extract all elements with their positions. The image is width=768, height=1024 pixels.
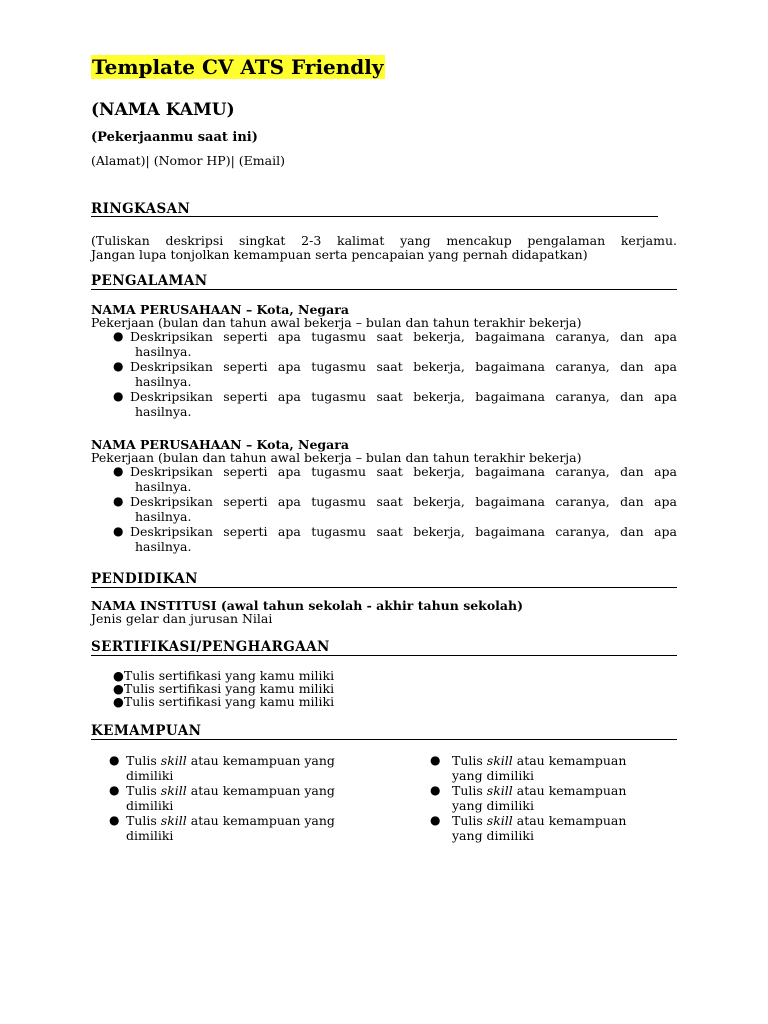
experience-bullet	[113, 389, 677, 419]
bullet-icon: ●	[109, 813, 120, 827]
skill-emphasis: skill	[160, 753, 187, 768]
experience-bullet	[113, 329, 677, 359]
education-heading: PENDIDIKAN	[91, 571, 198, 587]
skill-emphasis: skill	[486, 753, 513, 768]
bullet-text: hasilnya.	[135, 404, 192, 419]
bullet-text: Deskripsikan seperti apa tugasmu saat bekerja, bagaimana caranya, dan apa	[130, 359, 677, 374]
skill-text: atau kemampuan	[512, 753, 627, 768]
summary-line: Jangan lupa tonjolkan kemampuan serta pencapaian yang pernah didapatkan)	[91, 246, 588, 262]
document-title: Template CV ATS Friendly	[92, 55, 384, 79]
skill-text: Tulis	[452, 783, 487, 798]
skill-text: Tulis	[126, 813, 161, 828]
skill-text: atau kemampuan	[512, 783, 627, 798]
company-name: NAMA PERUSAHAAN – Kota, Negara	[91, 302, 349, 317]
bullet-text: Deskripsikan seperti apa tugasmu saat bekerja, bagaimana caranya, dan apa	[130, 464, 677, 479]
certification-item	[113, 695, 334, 708]
bullet-icon: ●	[430, 753, 441, 767]
job-period: Pekerjaan (bulan dan tahun awal bekerja – bulan dan tahun terakhir bekerja)	[91, 450, 582, 465]
certifications-heading: SERTIFIKASI/PENGHARGAAN	[91, 639, 330, 655]
skill-text: yang dimiliki	[452, 798, 534, 813]
education-divider	[91, 587, 677, 588]
certification-text: Tulis sertifikasi yang kamu miliki	[123, 681, 335, 696]
certification-text: Tulis sertifikasi yang kamu miliki	[123, 668, 335, 683]
skill-text: dimiliki	[126, 798, 174, 813]
experience-bullet	[113, 359, 677, 389]
experience-bullet	[113, 494, 677, 524]
bullet-icon: ●	[113, 359, 124, 373]
bullet-icon: ●	[113, 464, 124, 478]
bullet-text: hasilnya.	[135, 509, 192, 524]
skill-emphasis: skill	[160, 783, 187, 798]
skill-text: yang dimiliki	[452, 828, 534, 843]
bullet-icon: ●	[109, 753, 120, 767]
bullet-text: Deskripsikan seperti apa tugasmu saat bekerja, bagaimana caranya, dan apa	[130, 524, 677, 539]
bullet-icon: ●	[113, 389, 124, 403]
skill-emphasis: skill	[160, 813, 187, 828]
bullet-text: hasilnya.	[135, 539, 192, 554]
bullet-icon: ●	[113, 694, 124, 709]
bullet-icon: ●	[109, 783, 120, 797]
bullet-icon: ●	[430, 783, 441, 797]
skill-text: Tulis	[126, 753, 161, 768]
bullet-icon: ●	[430, 813, 441, 827]
skills-heading: KEMAMPUAN	[91, 723, 202, 739]
current-job: (Pekerjaanmu saat ini)	[91, 130, 258, 145]
skill-text: atau kemampuan yang	[186, 783, 335, 798]
skill-text: Tulis	[452, 753, 487, 768]
certification-text: Tulis sertifikasi yang kamu miliki	[123, 694, 335, 709]
skill-emphasis: skill	[486, 813, 513, 828]
bullet-text: hasilnya.	[135, 344, 192, 359]
contact-info: (Alamat)| (Nomor HP)| (Email)	[91, 153, 285, 168]
summary-divider	[91, 216, 658, 217]
skills-divider	[91, 739, 677, 740]
skill-text: atau kemampuan yang	[186, 753, 335, 768]
skill-text: yang dimiliki	[452, 768, 534, 783]
bullet-icon: ●	[113, 524, 124, 538]
skill-text: atau kemampuan	[512, 813, 627, 828]
bullet-icon: ●	[113, 681, 124, 696]
company-name: NAMA PERUSAHAAN – Kota, Negara	[91, 437, 349, 452]
bullet-text: hasilnya.	[135, 374, 192, 389]
bullet-text: Deskripsikan seperti apa tugasmu saat bekerja, bagaimana caranya, dan apa	[130, 494, 677, 509]
skill-text: Tulis	[126, 783, 161, 798]
skill-text: atau kemampuan yang	[186, 813, 335, 828]
skill-text: Tulis	[452, 813, 487, 828]
institution-name: NAMA INSTITUSI (awal tahun sekolah - akhir tahun sekolah)	[91, 598, 524, 613]
skill-emphasis: skill	[486, 783, 513, 798]
experience-heading: PENGALAMAN	[91, 273, 208, 289]
skill-text: dimiliki	[126, 768, 174, 783]
skill-text: dimiliki	[126, 828, 174, 843]
job-period: Pekerjaan (bulan dan tahun awal bekerja – bulan dan tahun terakhir bekerja)	[91, 315, 582, 330]
bullet-text: hasilnya.	[135, 479, 192, 494]
certifications-divider	[91, 655, 677, 656]
summary-heading: RINGKASAN	[91, 201, 191, 217]
degree-info: Jenis gelar dan jurusan Nilai	[91, 611, 273, 626]
bullet-text: Deskripsikan seperti apa tugasmu saat bekerja, bagaimana caranya, dan apa	[130, 329, 677, 344]
summary-text	[91, 234, 677, 261]
experience-bullet	[113, 524, 677, 554]
bullet-icon: ●	[113, 494, 124, 508]
experience-divider	[91, 289, 677, 290]
bullet-icon: ●	[113, 668, 124, 683]
candidate-name: (NAMA KAMU)	[91, 100, 235, 120]
bullet-text: Deskripsikan seperti apa tugasmu saat bekerja, bagaimana caranya, dan apa	[130, 389, 677, 404]
summary-line: (Tuliskan deskripsi singkat 2-3 kalimat yang mencakup pengalaman kerjamu.	[91, 233, 677, 248]
bullet-icon: ●	[113, 329, 124, 343]
experience-bullet	[113, 464, 677, 494]
